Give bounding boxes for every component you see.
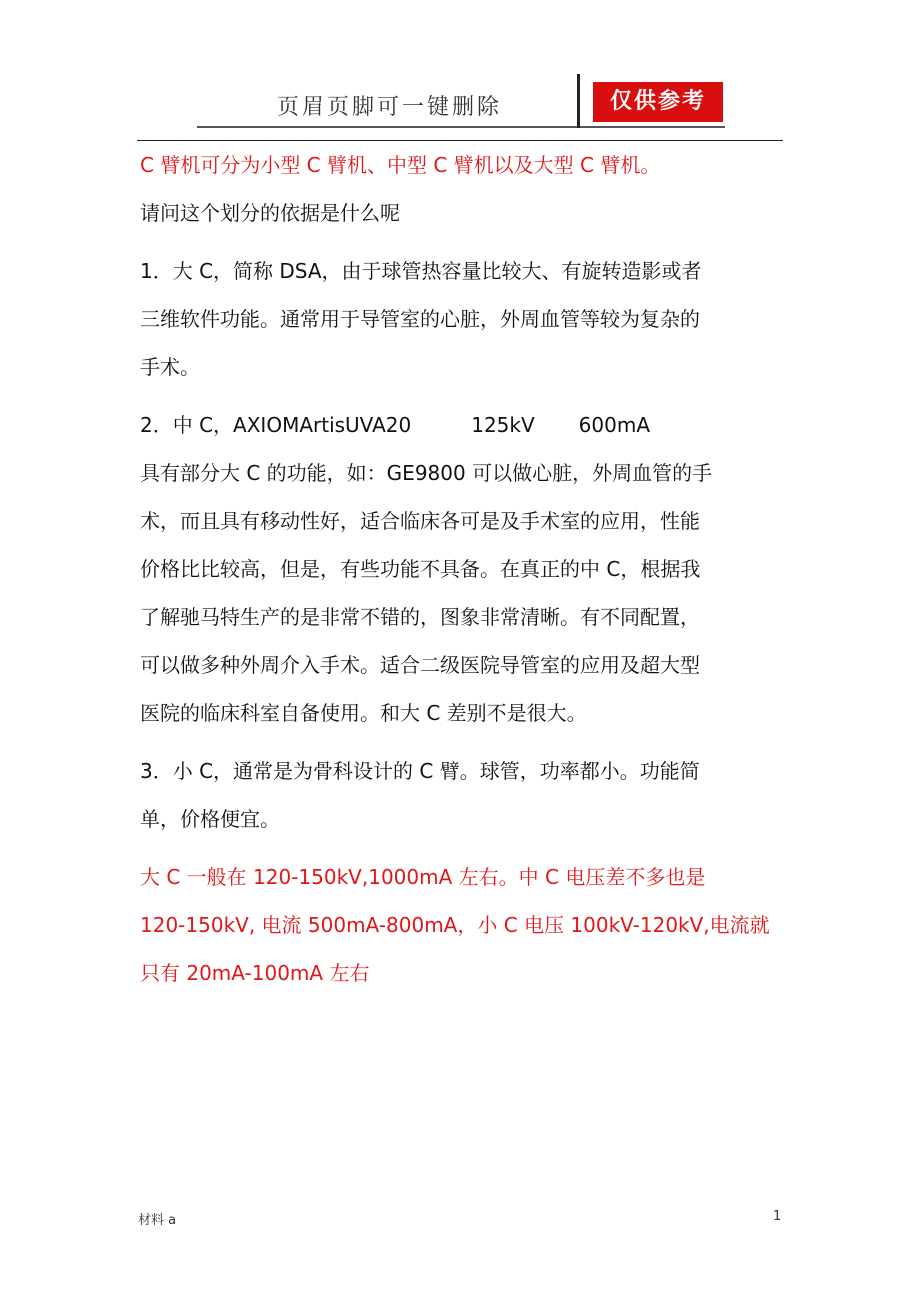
header-divider bbox=[577, 74, 580, 128]
text-line: 术，而且具有移动性好，适合临床各可是及手术室的应用，性能 bbox=[140, 509, 700, 533]
header-underline bbox=[197, 126, 725, 128]
text-line: 价格比比较高，但是，有些功能不具备。在真正的中 C，根据我 bbox=[140, 557, 701, 581]
text-line: 1．大 C，简称 DSA，由于球管热容量比较大、有旋转造影或者 bbox=[140, 259, 702, 283]
page-number: 1 bbox=[773, 1209, 782, 1224]
summary-paragraph bbox=[140, 858, 782, 1002]
document-body bbox=[140, 146, 782, 1012]
spec-voltage: 125kV bbox=[471, 413, 535, 437]
text-line: 可以做多种外周介入手术。适合二级医院导管室的应用及超大型 bbox=[140, 653, 700, 677]
item-2-paragraph bbox=[140, 406, 782, 742]
header-text: 页眉页脚可一键删除 bbox=[277, 95, 503, 120]
text-line: 大 C 一般在 120-150kV,1000mA 左右。中 C 电压差不多也是 bbox=[140, 865, 706, 889]
text-line: 了解驰马特生产的是非常不错的，图象非常清晰。有不同配置， bbox=[140, 605, 700, 629]
text-line: 具有部分大 C 的功能，如：GE9800 可以做心脏，外周血管的手 bbox=[140, 461, 713, 485]
intro-paragraph bbox=[140, 146, 782, 242]
text-line: 医院的临床科室自备使用。和大 C 差别不是很大。 bbox=[140, 701, 587, 725]
header-rule bbox=[137, 140, 783, 141]
text-line: 请问这个划分的依据是什么呢 bbox=[140, 201, 400, 225]
text-line: 三维软件功能。通常用于导管室的心脏，外周血管等较为复杂的 bbox=[140, 307, 700, 331]
spec-model: 2．中 C，AXIOMArtisUVA20 bbox=[140, 413, 412, 437]
text-line: 120-150kV, 电流 500mA-800mA，小 C 电压 100kV-120kV,电流就 bbox=[140, 913, 770, 937]
footer-label: 材料 a bbox=[138, 1213, 177, 1228]
text-line: 3．小 C，通常是为骨科设计的 C 臂。球管，功率都小。功能简 bbox=[140, 759, 700, 783]
item-1-paragraph bbox=[140, 252, 782, 396]
text-line: C 臂机可分为小型 C 臂机、中型 C 臂机以及大型 C 臂机。 bbox=[140, 153, 661, 177]
text-line: 单，价格便宜。 bbox=[140, 807, 280, 831]
item-3-paragraph bbox=[140, 752, 782, 848]
text-line: 只有 20mA-100mA 左右 bbox=[140, 961, 370, 985]
page-header bbox=[137, 74, 783, 142]
text-line: 手术。 bbox=[140, 355, 200, 379]
reference-stamp: 仅供参考 bbox=[593, 82, 723, 122]
spec-line bbox=[140, 406, 782, 454]
spec-current: 600mA bbox=[578, 413, 651, 437]
